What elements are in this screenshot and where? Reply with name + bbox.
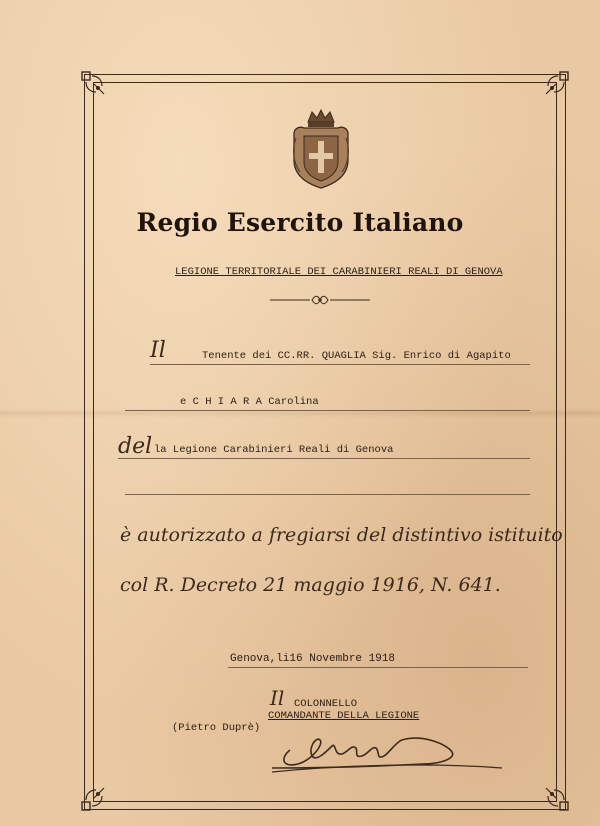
corner-ornament-icon [80,70,110,100]
signatory-il-prefix: Il [270,686,285,710]
legion-field: la Legione Carabinieri Reali di Genova [154,444,394,456]
signatory-name: (Pietro Duprè) [172,722,261,734]
corner-ornament-icon [540,70,570,100]
spouse-underline [125,410,530,411]
rank-name-field: Tenente dei CC.RR. QUAGLIA Sig. Enrico di Agapito [202,350,511,362]
authorization-text: è autorizzato a fregiarsi del distintivo istituito [120,524,563,546]
legion-underline [118,458,530,459]
spouse-field: e C H I A R A Carolina [180,396,319,408]
rank-name-underline [150,364,530,365]
corner-ornament-icon [540,782,570,812]
blank-underline [125,494,530,495]
signatory-role: COMANDANTE DELLA LEGIONE [268,710,420,722]
royal-coat-of-arms-icon [290,108,352,192]
il-prefix-text: Il [150,338,166,363]
handwritten-signature-icon [272,722,532,782]
del-prefix-text: del [118,434,153,459]
corner-ornament-icon [80,782,110,812]
divider-ornament-icon [270,293,370,305]
document-title: Regio Esercito Italiano [136,208,464,237]
document-subtitle: LEGIONE TERRITORIALE DEI CARABINIERI REALI DI GENOVA [175,266,503,278]
date-underline [228,667,528,668]
decree-text: col R. Decreto 21 maggio 1916, N. 641. [120,574,501,596]
date-field: Genova,li16 Novembre 1918 [230,653,396,665]
signatory-rank: COLONNELLO [294,698,358,710]
